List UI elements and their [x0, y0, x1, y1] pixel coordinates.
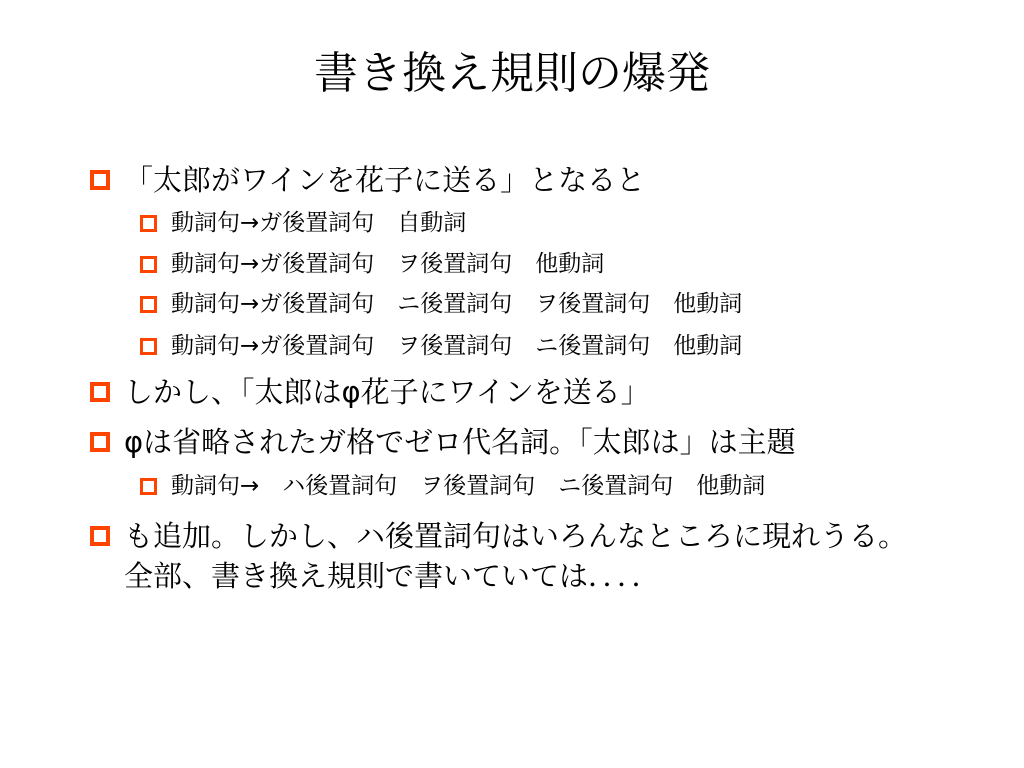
- bullet-text: 「太郎がワインを花子に送る」となると: [124, 163, 646, 197]
- bullet-text: しかし、「太郎はφ花子にワインを送る」: [124, 375, 650, 409]
- bullet-taro-sentence: [90, 160, 645, 200]
- square-bullet-icon: [90, 382, 110, 402]
- square-bullet-icon: [90, 526, 110, 546]
- subbullet-text: 動詞句→ガ後置詞句 ニ後置詞句 ヲ後置詞句 他動詞: [171, 291, 743, 317]
- slide-title: 書き換え規則の爆発: [314, 48, 710, 99]
- subbullet-topic-ha: [140, 470, 765, 502]
- subbullet-text: 動詞句→ガ後置詞句 ヲ後置詞句 ニ後置詞句 他動詞: [171, 333, 743, 359]
- bullet-text-line-2: 全部、書き換え規則で書いていては．．．．: [124, 559, 661, 593]
- subbullet-text: 動詞句→ガ後置詞句 自動詞: [171, 210, 467, 236]
- subbullet-text: 動詞句→ガ後置詞句 ヲ後置詞句 他動詞: [171, 251, 605, 277]
- square-bullet-icon: [140, 215, 157, 232]
- subbullet-text: 動詞句→ ハ後置詞句 ヲ後置詞句 ニ後置詞句 他動詞: [171, 473, 766, 499]
- bullet-text-line-1: も追加。しかし、ハ後置詞句はいろんなところに現れうる。: [124, 519, 908, 553]
- square-bullet-icon: [140, 478, 157, 495]
- bullet-phi-sentence: [90, 372, 650, 412]
- bullet-zero-pronoun: [90, 422, 796, 462]
- square-bullet-icon: [90, 170, 110, 190]
- subbullet-intransitive: [140, 207, 466, 239]
- bullet-rule-explosion: [90, 516, 907, 596]
- bullet-text: [124, 516, 907, 596]
- subbullet-transitive-wo: [140, 248, 604, 280]
- subbullet-ditransitive-wo-ni: [140, 330, 742, 362]
- subbullet-ditransitive-ni-wo: [140, 288, 742, 320]
- bullet-text: φは省略されたガ格でゼロ代名詞。「太郎は」は主題: [124, 425, 796, 459]
- square-bullet-icon: [140, 296, 157, 313]
- square-bullet-icon: [140, 256, 157, 273]
- square-bullet-icon: [90, 432, 110, 452]
- square-bullet-icon: [140, 338, 157, 355]
